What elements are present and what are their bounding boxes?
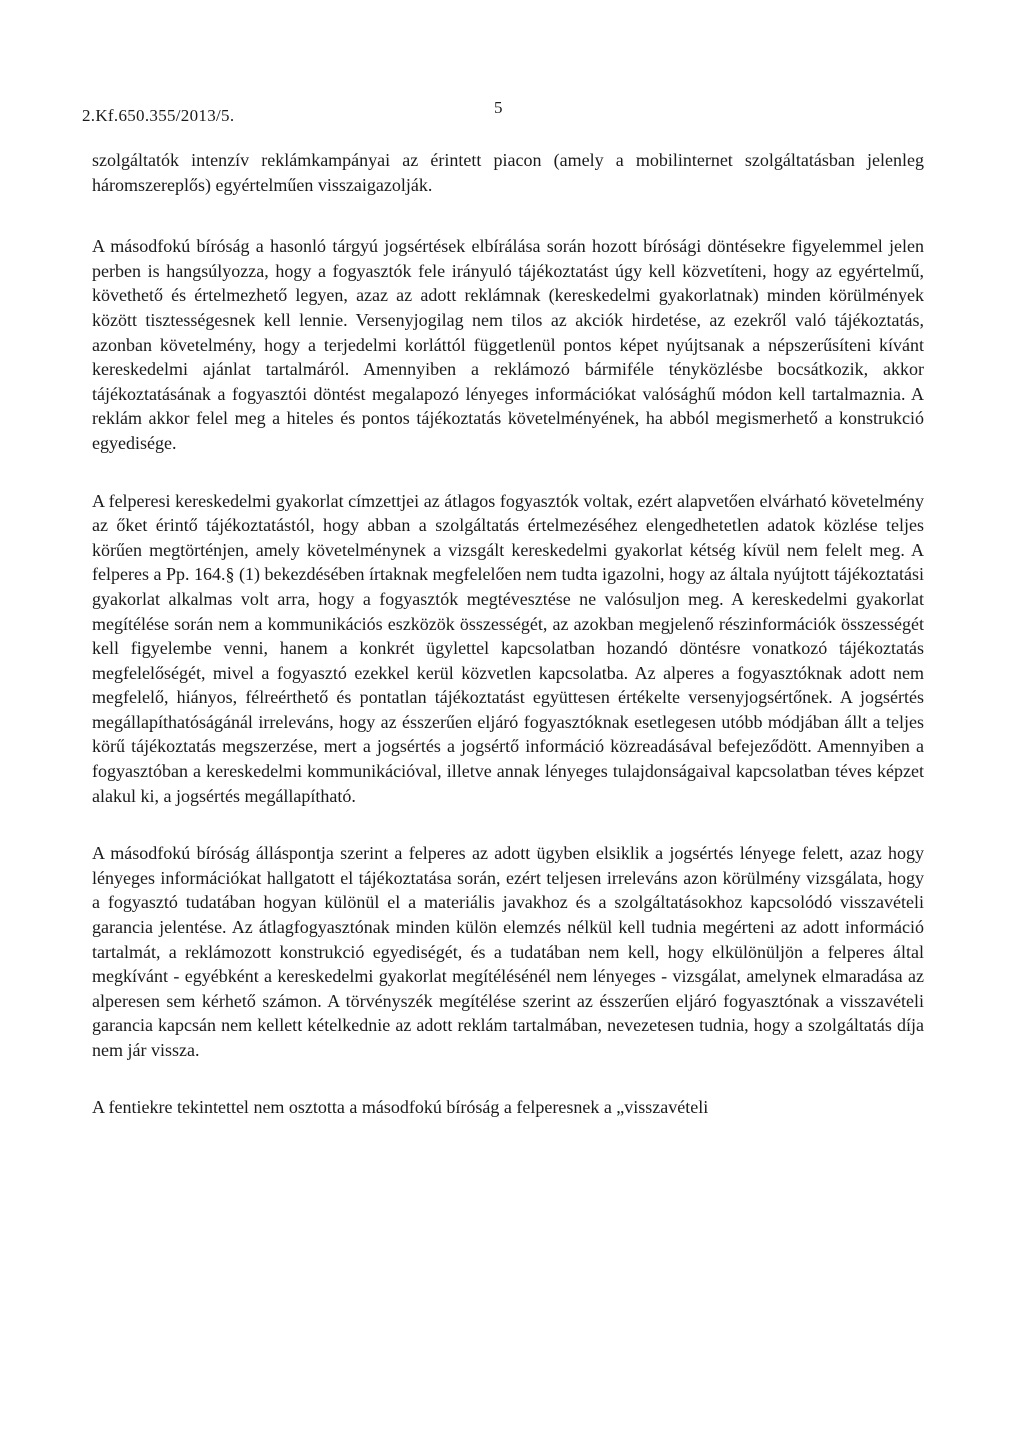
- paragraph-5: A fentiekre tekintettel nem osztotta a másodfokú bíróság a felperesnek a „visszavételi: [92, 1096, 709, 1117]
- paragraph-4: A másodfokú bíróság álláspontja szerint a felperes az adott ügyben elsiklik a jogsértés lényege felett, azaz hogy lényeges információkat hallgatott el tájékoztatása során, ezért teljesen irreleváns azon körülmény vizsgálata, hogy a fogyasztó tudatában hogyan különül el a materiális javakhoz és a szolgáltatásokhoz kapcsolódó visszavételi garancia jelentése. Az átlagfogyasztónak minden külön elemzés nélkül kell tudnia megérteni az adott információ tartalmát, a reklámozott konstrukció egyediségét, és a tudatában nem kell, hogy elkülönüljön a felperes által megkívánt - egyébként a kereskedelmi gyakorlat megítélésénél nem lényeges - vizsgálat, amelynek elmaradása az alperesen sem kérhető számon. A törvényszék megítélése szerint az ésszerűen eljáró fogyasztónak a visszavételi garancia kapcsán nem kellett kételkednie az adott reklám tartalmában, nevezetesen tudnia, hogy a szolgáltatás díja nem jár vissza.: [92, 843, 924, 1060]
- paragraph-2: A másodfokú bíróság a hasonló tárgyú jogsértések elbírálása során hozott bírósági döntésekre figyelemmel jelen perben is hangsúlyozza, hogy a fogyasztók fele irányuló tájékoztatást úgy kell közvetíteni, hogy az egyértelmű, követhető és értelmezhető legyen, azaz az adott reklámnak (kereskedelmi gyakorlatnak) minden körülmények között tisztességesnek kell lennie. Versenyjogilag nem tilos az akciók hirdetése, az ezekről való tájékoztatás, azonban követelmény, hogy a terjedelmi korláttól függetlenül pontos képet nyújtsanak a népszerűsíteni kívánt kereskedelmi ajánlat tartalmáról. Amennyiben a reklámozó bármiféle tényközlésbe bocsátkozik, akkor tájékoztatásának a fogyasztói döntést megalapozó lényeges információkat valósághű módon kell tartalmaznia. A reklám akkor felel meg a hiteles és pontos tájékoztatás követelményének, ha abból megismerhető a konstrukció egyedisége.: [92, 236, 924, 453]
- paragraph-1: szolgáltatók intenzív reklámkampányai az érintett piacon (amely a mobilinternet szolgáltatásban jelenleg háromszereplős) egyértelműen visszaigazolják.: [92, 150, 924, 195]
- case-number: 2.Kf.650.355/2013/5.: [82, 106, 235, 125]
- page-number: 5: [494, 98, 503, 117]
- document-page: [82, 98, 924, 1119]
- paragraph-3: A felperesi kereskedelmi gyakorlat címzettjei az átlagos fogyasztók voltak, ezért alapvetően elvárható követelmény az őket érintő tájékoztatástól, hogy abban a szolgáltatás értelmezéséhez elengedhetetlen adatok közlése teljes körűen megtörténjen, amely követelménynek a vizsgált kereskedelmi gyakorlat kétség kívül nem felelt meg. A felperes a Pp. 164.§ (1) bekezdésében írtaknak megfelelően nem tudta igazolni, hogy az általa nyújtott tájékoztatási gyakorlat alkalmas volt arra, hogy a fogyasztók megtévesztése ne valósuljon meg. A kereskedelmi gyakorlat megítélése során nem a kommunikációs eszközök összességét, az azokban megjelenő részinformációk összességét kell figyelembe venni, hanem a konkrét ügylettel kapcsolatban hozandó döntésre vonatkozó tájékoztatás megfelelőségét, mivel a fogyasztó ezekkel kerül közvetlen kapcsolatba. Az alperes a fogyasztóknak adott nem megfelelő, hiányos, félreérthető és pontatlan tájékoztatást együttesen értékelte versenyjogsértőnek. A jogsértés megállapíthatóságánál irreleváns, hogy az ésszerűen eljáró fogyasztóknak esetlegesen utóbb módjában állt a teljes körű tájékoztatás megszerzése, mert a jogsértés a jogsértő információ közreadásával befejeződött. Amennyiben a fogyasztóban a kereskedelmi kommunikációval, illetve annak lényeges tulajdonságaival kapcsolatban téves képzet alakul ki, a jogsértés megállapítható.: [92, 490, 924, 806]
- page-header: [82, 98, 924, 128]
